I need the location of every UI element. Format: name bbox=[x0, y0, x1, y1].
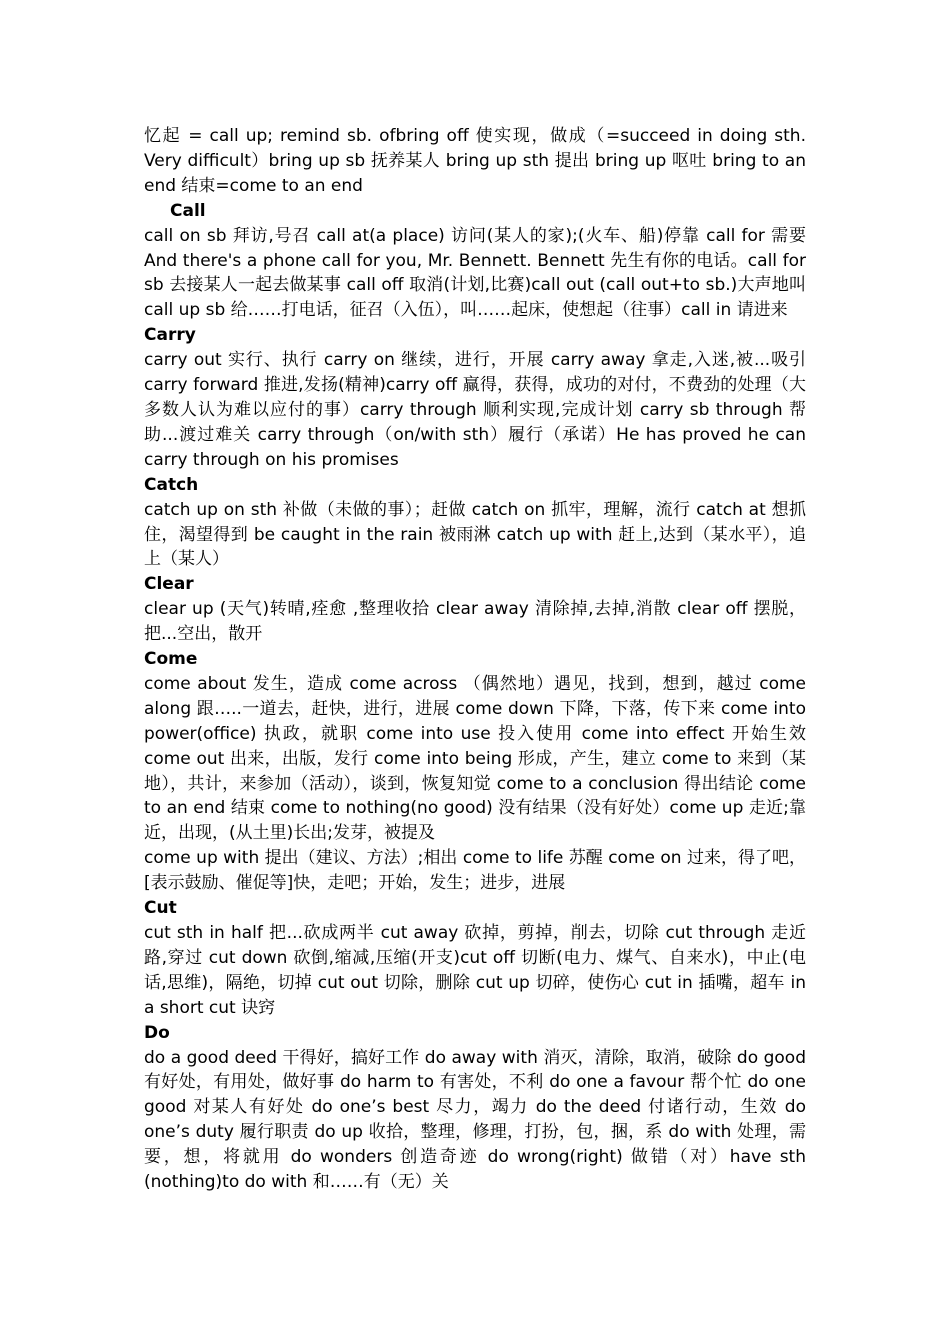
intro-paragraph: 忆起 = call up; remind sb. ofbring off 使实现，做成（=succeed in doing sth. Very difficult）bring up sb 抚养某人 bring up sth 提出 bring up 呕吐 bring to an end 结束=come to an end bbox=[144, 126, 806, 196]
paragraph-catch: catch up on sth 补做（未做的事）；赶做 catch on 抓牢，理解，流行 catch at 想抓住，渴望得到 be caught in the rain 被雨淋 catch up with 赶上,达到（某水平），追上（某人） bbox=[144, 499, 806, 570]
paragraph-carry: carry out 实行、执行 carry on 继续，进行，开展 carry away 拿走,入迷,被...吸引 carry forward 推进,发扬(精神)carry off 赢得，获得，成功的对付，不费劲的处理（大多数人认为难以应付的事）carry through 顺利实现,完成计划 carry sb through 帮助...渡过难关 carry through（on/with sth）履行（承诺）He has proved he can carry through on his promises bbox=[144, 350, 806, 470]
paragraph-clear: clear up (天气)转晴,痊愈 ,整理收拾 clear away 清除掉,去掉,消散 clear off 摆脱， 把...空出，散开 bbox=[144, 599, 806, 645]
paragraph-call: call on sb 拜访,号召 call at(a place) 访问(某人的家);(火车、船)停靠 call for 需要 And there's a phone call for you, Mr. Bennett. Bennett 先生有你的电话。call for sb 去接某人一起去做某事 call off 取消(计划,比赛)call out (call out+to sb.)大声地叫 call up sb 给……打电话，征召（入伍），叫……起床，使想起（往事）call in 请进来 bbox=[144, 225, 806, 321]
paragraph-come-continued: come up with 提出（建议、方法）;相出 come to life 苏醒 come on 过来，得了吧，[表示鼓励、催促等]快，走吧；开始，发生；进步，进展 bbox=[144, 848, 806, 894]
heading-cut: Cut bbox=[144, 898, 177, 919]
paragraph-come: come about 发生，造成 come across （偶然地）遇见，找到，想到，越过 come along 跟…..一道去，赶快，进行，进展 come down 下降，下落，传下来 come into power(office) 执政，就职 come into use 投入使用 come into effect 开始生效 come out 出来，出版，发行 come into being 形成，产生，建立 come to 来到（某地），共计，来参加（活动），谈到，恢复知觉 come to a conclusion 得出结论 come to an end 结束 come to nothing(no good) 没有结果（没有好处）come up 走近;靠近，出现，(从土里)长出;发芽，被提及 bbox=[144, 673, 806, 844]
heading-carry: Carry bbox=[144, 325, 196, 346]
paragraph-cut: cut sth in half 把...砍成两半 cut away 砍掉，剪掉，削去，切除 cut through 走近路,穿过 cut down 砍倒,缩减,压缩(开支)cut off 切断(电力、煤气、自来水)，中止(电话,思维)，隔绝，切掉 cut out 切除，删除 cut up 切碎，使伤心 cut in 插嘴，超车 in a short cut 诀窍 bbox=[144, 923, 806, 1018]
heading-do: Do bbox=[144, 1022, 170, 1043]
heading-catch: Catch bbox=[144, 474, 199, 495]
document-page bbox=[144, 124, 806, 1195]
heading-call: Call bbox=[170, 200, 206, 221]
heading-come: Come bbox=[144, 649, 198, 670]
heading-clear: Clear bbox=[144, 574, 194, 595]
paragraph-do: do a good deed 干得好，搞好工作 do away with 消灭，清除，取消，破除 do good 有好处，有用处，做好事 do harm to 有害处，不利 do one a favour 帮个忙 do one good 对某人有好处 do one’s best 尽力，竭力 do the deed 付诸行动，生效 do one’s duty 履行职责 do up 收拾，整理，修理，打扮，包，捆，系 do with 处理，需要，想，将就用 do wonders 创造奇迹 do wrong(right) 做错（对）have sth (nothing)to do with 和……有（无）关 bbox=[144, 1047, 806, 1193]
